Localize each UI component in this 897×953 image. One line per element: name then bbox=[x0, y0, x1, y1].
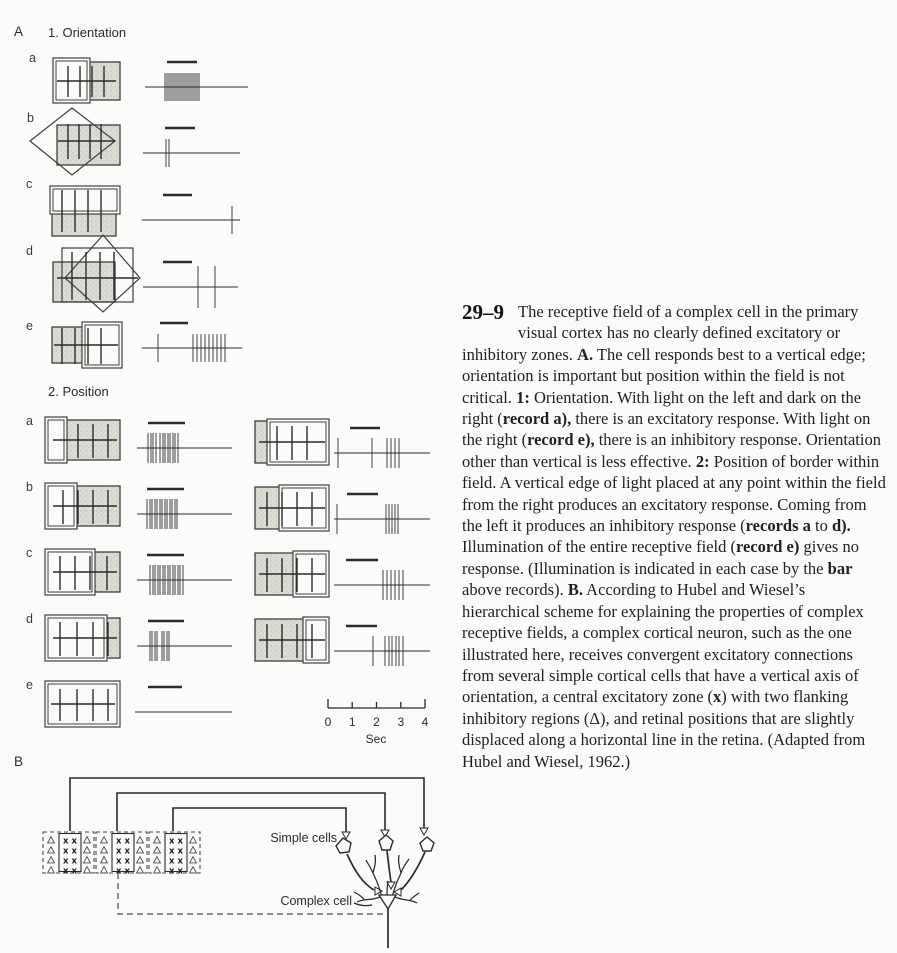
position-left-row-d bbox=[26, 612, 232, 661]
position-left-row-a bbox=[26, 414, 232, 463]
inhibitory-triangle-icon bbox=[137, 857, 144, 863]
inhibitory-triangle-icon bbox=[101, 847, 108, 853]
inhibitory-triangle-icon bbox=[84, 837, 91, 843]
inhibitory-triangle-icon bbox=[101, 857, 108, 863]
excitatory-xx-symbol: x x bbox=[63, 866, 77, 877]
excitatory-xx-symbol: x x bbox=[169, 846, 183, 857]
inhibitory-triangle-icon bbox=[154, 837, 161, 843]
inhibitory-triangle-icon bbox=[48, 837, 55, 843]
part-b bbox=[14, 754, 434, 948]
inhibitory-triangle-icon bbox=[190, 847, 197, 853]
stimulus bbox=[52, 322, 122, 368]
position-left-row-c bbox=[26, 546, 232, 595]
inhibitory-triangle-icon bbox=[190, 867, 197, 873]
simple-cell-axon bbox=[401, 852, 425, 890]
figure-caption bbox=[462, 301, 886, 772]
spike-record bbox=[334, 626, 430, 666]
axis-tick-label: 1 bbox=[348, 715, 356, 729]
excitatory-xx-symbol: x x bbox=[63, 856, 77, 867]
stimulus bbox=[45, 417, 120, 463]
excitatory-xx-symbol: x x bbox=[116, 846, 130, 857]
excitatory-xx-symbol: x x bbox=[116, 836, 130, 847]
spike-record bbox=[143, 128, 240, 167]
inhibitory-triangle-icon bbox=[137, 867, 144, 873]
simple-cell-axon bbox=[347, 854, 374, 890]
inhibitory-triangle-icon bbox=[48, 847, 55, 853]
stimulus bbox=[45, 615, 120, 661]
stimulus bbox=[45, 681, 120, 727]
position-right-row-c bbox=[255, 551, 430, 600]
connector-line bbox=[70, 778, 424, 831]
inhibitory-triangle-icon bbox=[154, 867, 161, 873]
stimulus bbox=[30, 108, 120, 175]
simple-rf-box-1 bbox=[43, 832, 94, 877]
simple-cells-label: Simple cells bbox=[270, 831, 337, 845]
stimulus bbox=[45, 483, 120, 529]
complex-cell-label: Complex cell bbox=[280, 894, 352, 908]
inhibitory-triangle-icon bbox=[101, 837, 108, 843]
simple-rf-box-3 bbox=[149, 832, 200, 877]
axis-tick-label: 2 bbox=[373, 715, 380, 729]
inhibitory-triangle-icon bbox=[190, 837, 197, 843]
spike-record bbox=[143, 262, 238, 308]
stimulus bbox=[255, 419, 329, 465]
excitatory-xx-symbol: x x bbox=[63, 836, 77, 847]
simple-cell-soma bbox=[379, 835, 393, 850]
stimulus bbox=[255, 485, 329, 531]
excitatory-xx-symbol: x x bbox=[116, 856, 130, 867]
excitatory-xx-symbol: x x bbox=[169, 856, 183, 867]
spike-record bbox=[137, 489, 232, 529]
stimulus bbox=[45, 549, 120, 595]
row-letter: a bbox=[29, 51, 36, 65]
axis-tick-label: 4 bbox=[421, 715, 429, 729]
row-letter: c bbox=[26, 546, 33, 560]
axis-tick-label: 3 bbox=[397, 715, 405, 729]
row-letter: c bbox=[26, 177, 33, 191]
inhibitory-triangle-icon bbox=[154, 847, 161, 853]
simple-cell-axon bbox=[387, 851, 391, 882]
row-letter: a bbox=[26, 414, 33, 428]
excitatory-xx-symbol: x x bbox=[116, 866, 130, 877]
inhibitory-triangle-icon bbox=[101, 867, 108, 873]
spike-record bbox=[137, 423, 232, 463]
simple-cell-soma bbox=[420, 837, 434, 851]
spike-record bbox=[334, 560, 430, 600]
simple-rf-box-2 bbox=[96, 832, 147, 877]
stimulus bbox=[53, 58, 120, 103]
inhibitory-triangle-icon bbox=[84, 857, 91, 863]
inhibitory-triangle-icon bbox=[48, 867, 55, 873]
row-letter: e bbox=[26, 319, 33, 333]
inhibitory-triangle-icon bbox=[84, 847, 91, 853]
spike-record bbox=[137, 621, 232, 661]
inhibitory-triangle-icon bbox=[137, 847, 144, 853]
orientation-row-c bbox=[26, 177, 240, 236]
spike-record bbox=[142, 195, 240, 234]
complex-cell-dendrite bbox=[354, 903, 372, 906]
position-title: 2. Position bbox=[48, 384, 109, 399]
spike-record bbox=[334, 428, 430, 468]
row-letter: d bbox=[26, 612, 33, 626]
figure-number: 29–9 bbox=[462, 300, 504, 324]
position-left-row-e bbox=[26, 678, 232, 727]
orientation-row-e bbox=[26, 319, 242, 368]
position-right-row-b bbox=[255, 485, 430, 534]
excitatory-xx-symbol: x x bbox=[169, 866, 183, 877]
stimulus bbox=[255, 617, 329, 663]
inhibitory-triangle-icon bbox=[48, 857, 55, 863]
row-letter: d bbox=[26, 244, 33, 258]
inhibitory-triangle-icon bbox=[84, 867, 91, 873]
connector-line bbox=[173, 808, 346, 832]
orientation-title: 1. Orientation bbox=[48, 25, 127, 40]
part-a-label: A bbox=[14, 24, 24, 39]
spike-record bbox=[135, 687, 232, 712]
inhibitory-triangle-icon bbox=[137, 837, 144, 843]
caption-text: The receptive field of a complex cell in the primary visual cortex has no clearly defined excitatory or inhibitory zones. A. The cell responds best to a vertical edge; orientation is important but position within the field is not critical. 1: Orientation. With light on the left and dark on the right (record a), there is an excitatory response. With light on the right (record e), there is an inhibitory response. Orientation other than vertical is less effective. 2: Position of border within field. A vertical edge of light placed at any point within the field from the right produces an excitatory response. Coming from the left it produces an inhibitory response (records a to d). Illumination of the entire receptive field (record e) gives no response. (Illumination is indicated in each case by the bar above records). B. According to Hubel and Wiesel’s hierarchical scheme for explaining the properties of complex receptive fields, a complex cortical neuron, such as the one illustrated here, receives convergent excitatory connections from several simple cortical cells that have a vertical axis of orientation, a central excitatory zone (x) with two flanking inhibitory regions (Δ), and retinal positions that are slightly displaced along a horizontal line in the retina. (Adapted from Hubel and Wiesel, 1962.) bbox=[462, 302, 886, 771]
stimulus bbox=[53, 235, 140, 312]
inhibitory-triangle-icon bbox=[190, 857, 197, 863]
time-axis bbox=[325, 699, 429, 746]
spike-record bbox=[142, 323, 242, 362]
excitatory-xx-symbol: x x bbox=[63, 846, 77, 857]
spike-record bbox=[145, 62, 248, 101]
stimulus bbox=[50, 186, 120, 236]
position-right-row-d bbox=[255, 617, 430, 666]
inhibitory-triangle-icon bbox=[154, 857, 161, 863]
connector-line bbox=[117, 793, 385, 831]
axis-unit-label: Sec bbox=[365, 732, 387, 746]
excitatory-xx-symbol: x x bbox=[169, 836, 183, 847]
light-region-outer bbox=[50, 186, 120, 214]
axis-tick-label: 0 bbox=[324, 715, 332, 729]
synapse-terminal-icon bbox=[420, 828, 428, 835]
position-left-row-b bbox=[26, 480, 232, 529]
spike-record bbox=[137, 555, 232, 595]
complex-cell-soma bbox=[379, 895, 396, 909]
row-letter: b bbox=[27, 111, 34, 125]
orientation-row-a bbox=[29, 51, 248, 103]
row-letter: e bbox=[26, 678, 33, 692]
position-right-row-a bbox=[255, 419, 430, 468]
orientation-row-b bbox=[27, 108, 240, 175]
part-b-label: B bbox=[14, 754, 24, 769]
spike-record bbox=[334, 494, 430, 534]
stimulus bbox=[255, 551, 329, 597]
simple-cell-soma bbox=[336, 838, 351, 853]
part-a bbox=[14, 24, 430, 746]
row-letter: b bbox=[26, 480, 33, 494]
orientation-row-d bbox=[26, 235, 238, 312]
